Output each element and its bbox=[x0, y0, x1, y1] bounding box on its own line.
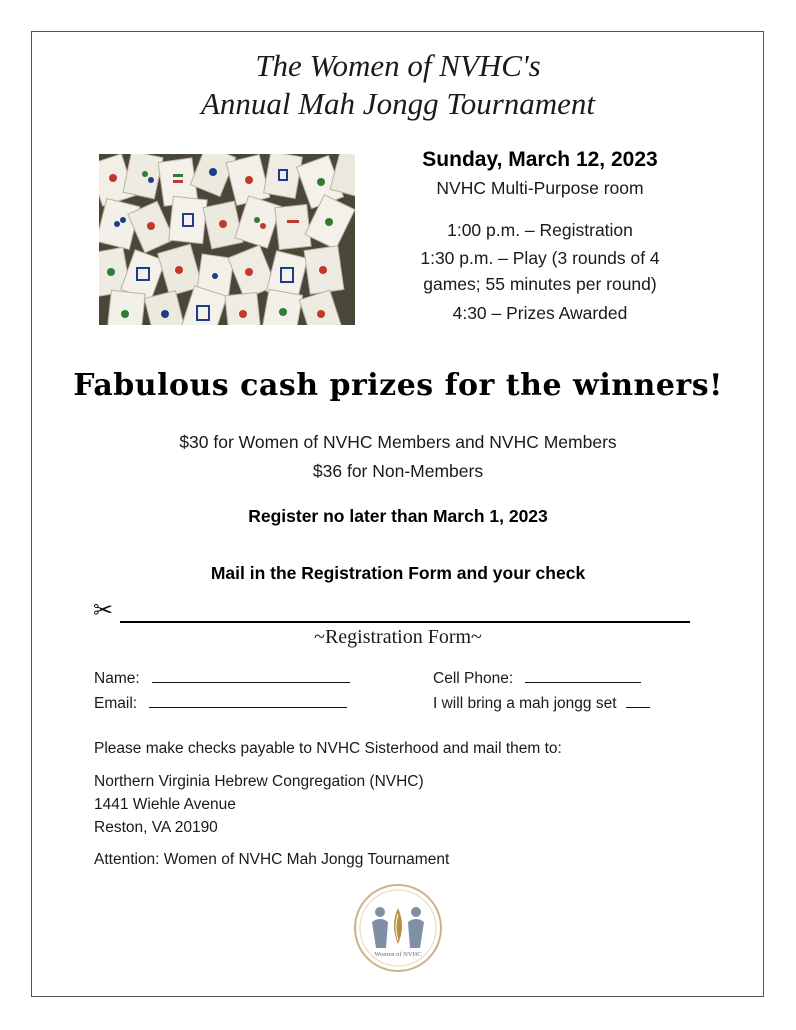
logo-text: Women of NVHC bbox=[374, 951, 422, 958]
cell-phone-blank[interactable] bbox=[525, 668, 641, 683]
mail-instruction: Mail in the Registration Form and your check bbox=[210, 563, 586, 583]
registration-deadline: Register no later than March 1, 2023 bbox=[248, 506, 548, 526]
women-of-nvhc-logo bbox=[352, 882, 444, 974]
scissors-icon: ✂ bbox=[93, 597, 114, 624]
title-line-2: Annual Mah Jongg Tournament bbox=[200, 86, 596, 121]
title-line-1: The Women of NVHC's bbox=[255, 48, 541, 83]
price-members: $30 for Women of NVHC Members and NVHC Members bbox=[179, 432, 617, 452]
cut-line bbox=[120, 621, 690, 623]
schedule-play-detail: games; 55 minutes per round) bbox=[423, 274, 657, 294]
attention-line: Attention: Women of NVHC Mah Jongg Tournament bbox=[94, 851, 450, 868]
mahjongg-set-blank[interactable] bbox=[626, 693, 650, 708]
address-line-3: Reston, VA 20190 bbox=[94, 819, 218, 836]
mahjongg-set-label: I will bring a mah jongg set bbox=[433, 695, 617, 712]
schedule-play: 1:30 p.m. – Play (3 rounds of 4 bbox=[420, 248, 660, 268]
mahjongg-set-field[interactable] bbox=[433, 693, 650, 713]
email-field[interactable] bbox=[94, 693, 347, 713]
email-label: Email: bbox=[94, 695, 138, 712]
price-nonmembers: $36 for Non-Members bbox=[312, 461, 484, 481]
address-line-2: 1441 Wiehle Avenue bbox=[94, 796, 236, 813]
email-blank[interactable] bbox=[149, 693, 347, 708]
checks-note: Please make checks payable to NVHC Sisterhood and mail them to: bbox=[94, 740, 562, 757]
registration-form-title: ~Registration Form~ bbox=[314, 626, 482, 648]
prizes-headline: Fabulous cash prizes for the winners! bbox=[73, 368, 723, 403]
cell-phone-label: Cell Phone: bbox=[433, 670, 514, 687]
cell-phone-field[interactable] bbox=[433, 668, 641, 688]
schedule-prizes: 4:30 – Prizes Awarded bbox=[452, 303, 628, 323]
schedule-registration: 1:00 p.m. – Registration bbox=[447, 220, 633, 240]
event-date: Sunday, March 12, 2023 bbox=[422, 148, 658, 171]
address-line-1: Northern Virginia Hebrew Congregation (NVHC) bbox=[94, 773, 424, 790]
name-label: Name: bbox=[94, 670, 140, 687]
name-field[interactable] bbox=[94, 668, 350, 688]
name-blank[interactable] bbox=[152, 668, 350, 683]
event-location: NVHC Multi-Purpose room bbox=[436, 178, 644, 198]
mahjong-tiles-photo bbox=[99, 154, 355, 325]
